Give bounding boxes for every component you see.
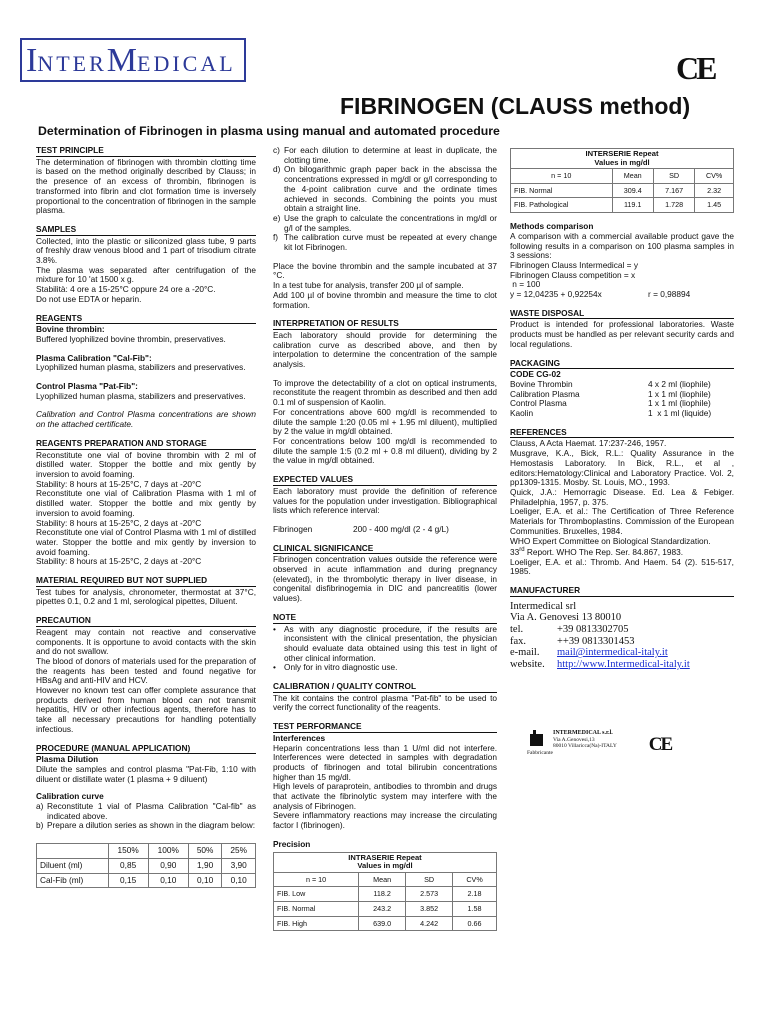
list-text: Reconstitute 1 vial of Plasma Calibration "Cal-fib" as indicated above.: [47, 801, 256, 821]
list-item: [273, 165, 497, 214]
subheading: Interferences: [273, 732, 326, 743]
list-text: For each dilution to determine at least in duplicate, the clotting time.: [284, 145, 497, 165]
table-caption: [511, 149, 734, 169]
list-text: Use the graph to calculate the concentrations in mg/dl or g/l of the samples.: [284, 212, 497, 233]
paragraph: For concentrations above 600 mg/dl is recommended to dilute the sample 1:20 (0.05 ml + 1.95 ml diluent), multiplied by 2 the value in mg/dl obtained.: [273, 406, 497, 437]
subheading: Methods comparison: [510, 221, 594, 232]
table-header-row: [511, 169, 734, 184]
subheading: Plasma Dilution: [36, 754, 99, 765]
table-cell: 7.167: [653, 183, 694, 198]
label: tel.: [510, 623, 524, 635]
table-cell: [37, 844, 109, 859]
column-1: [36, 146, 256, 888]
reference: Clauss, A Acta Haemat. 17:237-246, 1957.: [510, 438, 667, 449]
reference: Quick, J.A.: Hemorragic Disease. Ed. Lea & Febiger. Philadelphia, 1957, p. 375.: [510, 486, 734, 507]
paragraph: Lyophilized human plasma, stabilizers and preservatives.: [36, 362, 246, 373]
paragraph: Dilute the samples and control plasma "Pat-Fib, 1:10 with diluent or distillate water (1 plasma + 9 diluent): [36, 763, 256, 784]
reference: [510, 546, 734, 557]
paragraph: Add 100 µl of bovine thrombin and measure the time to clot formation.: [273, 289, 497, 310]
paragraph: The kit contains the control plasma "Pat-fib" to be used to verify the correct functionality of the reagents.: [273, 692, 497, 713]
paragraph: Each laboratory must provide the definition of reference values for the population under investigation. Bibliographical lists which reference interval:: [273, 485, 497, 516]
table-cell: Mean: [359, 872, 406, 887]
logo-text-edical: EDICAL: [137, 51, 236, 76]
intermedical-logo: [20, 38, 246, 82]
column-2: [273, 146, 497, 931]
reference: WHO Expert Committee on Biological Standardization.: [510, 535, 711, 546]
section-heading: REAGENTS PREPARATION AND STORAGE: [36, 439, 256, 450]
reference-interval-row: [273, 525, 497, 535]
table-caption-row: [511, 149, 734, 169]
section-heading: PROCEDURE (MANUAL APPLICATION): [36, 744, 256, 755]
table-cell: 2.18: [453, 887, 497, 902]
document-title: FIBRINOGEN (CLAUSS method): [340, 93, 691, 119]
table-cell: 1.45: [695, 198, 734, 213]
package-row: [510, 409, 734, 419]
table-cell: 1.728: [653, 198, 694, 213]
paragraph: In a test tube for analysis, transfer 200 µl of sample.: [273, 280, 464, 291]
section-heading: MATERIAL REQUIRED BUT NOT SUPPLIED: [36, 576, 256, 587]
email-row: [510, 647, 734, 659]
table-cell: 2.32: [695, 183, 734, 198]
subheading: Bovine thrombin:: [36, 324, 105, 335]
table-cell: 0,85: [108, 858, 148, 873]
section-heading: PACKAGING: [510, 359, 734, 370]
list-marker: e): [273, 212, 281, 223]
table-cell: FIB. Pathological: [511, 198, 613, 213]
bullet-icon: •: [273, 623, 276, 634]
caption-line: INTRASERIE Repeat: [348, 852, 422, 862]
correlation-value: r = 0,98894: [648, 289, 691, 300]
table-cell: CV%: [695, 169, 734, 184]
caption-line: Values in mg/dl: [594, 157, 650, 167]
section-heading: REAGENTS: [36, 314, 256, 325]
table-cell: FIB. Normal: [511, 183, 613, 198]
table-cell: 100%: [148, 844, 188, 859]
caption-line: Values in mg/dl: [357, 861, 413, 871]
section-heading: TEST PRINCIPLE: [36, 146, 256, 157]
table-cell: 4.242: [406, 916, 453, 931]
subheading: Calibration curve: [36, 791, 104, 802]
paragraph: To improve the detectability of a clot on optical instruments, reconstitute the reagent thrombin as described and then add 0.1 ml of suspension of Kaolin.: [273, 377, 497, 408]
list-text: On bilogarithmic graph paper back in the abscissa the concentrations expressed in mg/dl or g/l corresponding to the 4-point calibration curve and the ordinate times achieved in seconds. Combining the points you must obtain a straight line.: [284, 164, 497, 214]
value: 200 - 400 mg/dl (2 - 4 g/L): [353, 523, 449, 534]
table-cell: 0,10: [222, 873, 256, 888]
paragraph: Fibrinogen concentration values outside the reference were observed in acute inflammation and during pregnancy (elevated), in the thrombolytic therapy in liver disease, in congenital disfibrinogemia in DIC and pancreatitis (lower values).: [273, 554, 497, 604]
reference-text: Report. WHO The Rep. Ser. 84.867, 1983.: [524, 546, 684, 557]
section-heading: EXPECTED VALUES: [273, 475, 497, 486]
paragraph: Stability: 8 hours at 15-25°C, 2 days at -20°C: [36, 517, 202, 528]
table-cell: 0,10: [148, 873, 188, 888]
package-item: Bovine Thrombin: [510, 378, 573, 389]
list-marker: a): [36, 801, 44, 812]
table-cell: Cal-Fib (ml): [37, 873, 109, 888]
table-cell: 150%: [108, 844, 148, 859]
stamp-address: 80010 Villaricca(Na)-ITALY: [553, 743, 617, 750]
italic-note: Calibration and Control Plasma concentrations are shown on the attached certificate.: [36, 409, 256, 430]
paragraph: A comparison with a commercial available product gave the following results in a comparison on 100 plasma samples in 3 sessions:: [510, 230, 734, 261]
label: e-mail.: [510, 647, 540, 659]
paragraph: Heparin concentrations less than 1 U/ml did not interfere. Interferences were detected in samples with degradation products of fibrinogen and total bilirubin concentrations higher than 15 mg/dl.: [273, 742, 497, 782]
ce-mark-icon: CE: [648, 734, 672, 755]
table-cell: Diluent (ml): [37, 858, 109, 873]
section-heading: REFERENCES: [510, 428, 734, 439]
paragraph: However no known test can offer complete assurance that products derived from human blood can not transmit hepatitis, HIV or other infectious agents, therefore has to take all necessary precautions for handling potentially infectious.: [36, 685, 256, 734]
column-3: [510, 146, 734, 670]
intraserie-table: [273, 852, 497, 932]
section-heading: NOTE: [273, 613, 497, 624]
email-link[interactable]: mail@intermedical-italy.it: [557, 647, 668, 659]
paragraph: High levels of paraprotein, antibodies to thrombin and drugs that activate the fibrinolytic system may interfere with the analysis of Fibrinogen.: [273, 781, 497, 811]
fax-value: ++39 0813301453: [557, 635, 635, 647]
regression-equation: y = 12,04235 + 0,92254x: [510, 289, 602, 300]
subheading: Control Plasma "Pat-Fib":: [36, 381, 138, 392]
table-cell: 2.573: [406, 887, 453, 902]
logo-text-nter: NTER: [37, 51, 107, 76]
paragraph: Severe inflammatory reactions may increase the circulating factor I (fibrinogen).: [273, 810, 497, 831]
bullet-text: Only for in vitro diagnostic use.: [284, 662, 398, 673]
paragraph: Test tubes for analysis, chronometer, thermostat at 37°C, pipettes 0.1, 0.2 and 1 ml, serological pipettes, Diluent.: [36, 586, 256, 607]
paragraph: For concentrations below 100 mg/dl is recommended to dilute the sample 1:5 (0.2 ml + 0.8 ml diluent), dividing by 2 the value in mg/dl obtained.: [273, 435, 497, 466]
manufacturer-stamp: [527, 730, 671, 756]
section-heading: INTERPRETATION OF RESULTS: [273, 319, 497, 330]
label: fax.: [510, 635, 527, 647]
phone-value: +39 0813302705: [557, 623, 629, 635]
paragraph: The blood of donors of materials used for the preparation of the reagents has been tested and found negative for HBsAg and anti-HIV and HCV.: [36, 655, 256, 686]
table-header-row: [37, 844, 256, 859]
website-row: [510, 659, 734, 671]
table-cell: 639.0: [359, 916, 406, 931]
logo-letter-i: I: [26, 42, 38, 79]
subheading: Plasma Calibration "Cal-Fib":: [36, 352, 152, 363]
section-heading: WASTE DISPOSAL: [510, 309, 734, 320]
table-cell: SD: [406, 872, 453, 887]
paragraph: Reagent may contain not reactive and conservative components. It is opportune to avoid contacts with the skin and do not swallow.: [36, 626, 256, 657]
bullet-item: [273, 663, 497, 673]
paragraph: Collected, into the plastic or siliconized glass tube, 9 parts of freshly draw venous blood and 1 part of trisodium citrate 3.8%.: [36, 235, 256, 266]
paragraph: The determination of fibrinogen with thrombin clotting time is based on the method originally described by Clauss; in the presence of an excess of thrombin, fibrinogen is transformed into fibrin and clot formation time is inversely proportional to the concentration of fibrinogen in the sample plasma.: [36, 156, 256, 216]
list-item: [36, 802, 256, 821]
table-row: [511, 183, 734, 198]
list-item: [273, 233, 497, 252]
table-row: [511, 198, 734, 213]
stamp-address: Via A.Genovesi,13: [553, 736, 595, 743]
logo-letter-m: M: [106, 42, 138, 79]
manufacturer-label: Fabbricante: [527, 750, 553, 756]
reference: Musgrave, K.A., Bick, R.L.: Quality Assurance in the Hemostasis Laboratory. In Bick, R.L., et al , editors:Hematology:Clinical and Laboratory Practice. Vol. 2, pp1309-1315. Mosby. St. Louis, MO., 1993.: [510, 448, 734, 488]
paragraph: Do not use EDTA or heparin.: [36, 293, 142, 304]
paragraph: The plasma was separated after centrifugation of the mixture for 10 'at 1500 x g.: [36, 264, 256, 285]
table-cell: 25%: [222, 844, 256, 859]
ce-mark-icon: CE: [676, 50, 715, 86]
manufacturer-block: [510, 601, 734, 671]
section-heading: CLINICAL SIGNIFICANCE: [273, 544, 497, 555]
paragraph: Stability: 8 hours at 15-25°C, 7 days at -20°C: [36, 478, 202, 489]
section-heading: CALIBRATION / QUALITY CONTROL: [273, 682, 497, 693]
table-cell: 119.1: [612, 198, 653, 213]
label: website.: [510, 658, 545, 670]
paragraph: Fibrinogen Clauss Intermedical = y: [510, 259, 638, 270]
document-subtitle: Determination of Fibrinogen in plasma using manual and automated procedure: [38, 124, 500, 138]
stamp-name: INTERMEDICAL s.r.l.: [553, 730, 613, 736]
package-qty: 4 x 2 ml (liophile): [648, 378, 711, 389]
table-row: [274, 916, 497, 931]
package-item: Kaolin: [510, 408, 534, 419]
table-cell: 243.2: [359, 902, 406, 917]
table-cell: FIB. Normal: [274, 902, 359, 917]
reference-text: 33: [510, 546, 520, 557]
factory-icon: [527, 730, 547, 752]
table-caption: [274, 852, 497, 872]
product-code: CODE CG-02: [510, 369, 561, 380]
paragraph: n = 100: [510, 279, 541, 290]
table-row: [37, 858, 256, 873]
section-heading: MANUFACTURER: [510, 586, 734, 597]
interserie-table: [510, 148, 734, 213]
bullet-icon: •: [273, 662, 276, 673]
paragraph: Fibrinogen Clauss competition = x: [510, 269, 636, 280]
paragraph: Reconstitute one vial of Calibration Plasma with 1 ml of distilled water. Stopper the bottle and mix gently by inversion to avoid foaming.: [36, 488, 256, 518]
section-heading: TEST PERFORMANCE: [273, 722, 497, 733]
list-marker: f): [273, 232, 279, 243]
caption-line: INTERSERIE Repeat: [585, 149, 659, 158]
table-row: [274, 887, 497, 902]
table-cell: 0,15: [108, 873, 148, 888]
list-marker: c): [273, 145, 280, 155]
table-cell: 118.2: [359, 887, 406, 902]
table-cell: FIB. High: [274, 916, 359, 931]
package-qty: 1 x 1 ml (liquide): [648, 408, 712, 419]
table-header-row: [274, 872, 497, 887]
table-cell: n = 10: [511, 169, 613, 184]
section-heading: PRECAUTION: [36, 616, 256, 627]
list-marker: d): [273, 164, 281, 175]
table-cell: FIB. Low: [274, 887, 359, 902]
bullet-text: As with any diagnostic procedure, if the results are inconsistent with the clinical presentation, the physician should evaluate data obtained using this test in light of other clinical information.: [284, 623, 497, 663]
paragraph: Reconstitute one vial of bovine thrombin with 2 ml of distilled water. Stopper the bottle and mix gently by inversion to avoid foaming.: [36, 449, 256, 479]
reference: Loeliger, E.A. et al.: Thromb. And Haem. 54 (2). 515-517, 1985.: [510, 556, 734, 577]
list-text: The calibration curve must be repeated at every change kit lot Fibrinogen.: [284, 232, 497, 253]
bullet-item: [273, 625, 497, 664]
section-heading: SAMPLES: [36, 225, 256, 236]
stamp-text: [553, 730, 617, 750]
reference: Loeliger, E.A. et al.: The Certification of Three Reference Materials for Thromboplastins. Commission of the European Communities. Bruxelles, 1984.: [510, 506, 734, 536]
table-cell: 0,10: [188, 873, 222, 888]
manufacturer-address: Via A. Genovesi 13 80010: [510, 612, 622, 624]
table-caption-row: [274, 852, 497, 872]
table-cell: SD: [653, 169, 694, 184]
paragraph: Stabilità: 4 ore a 15-25°C oppure 24 ore a -20°C.: [36, 284, 216, 295]
package-item: Control Plasma: [510, 398, 567, 409]
table-cell: Mean: [612, 169, 653, 184]
regression-row: [510, 290, 734, 300]
superscript: rd: [519, 547, 525, 554]
table-row: [274, 902, 497, 917]
list-item: [36, 821, 256, 831]
table-cell: n = 10: [274, 872, 359, 887]
table-cell: 1.58: [453, 902, 497, 917]
list-item: [273, 146, 497, 165]
table-cell: 0,90: [148, 858, 188, 873]
paragraph: Each laboratory should provide for determining the calibration curve as described above, and then by interpolation to determine the concentration of the sample analysis.: [273, 329, 497, 370]
table-cell: 50%: [188, 844, 222, 859]
label: Fibrinogen: [273, 523, 313, 534]
paragraph: Place the bovine thrombin and the sample incubated at 37 °C.: [273, 260, 497, 281]
package-item: Calibration Plasma: [510, 388, 580, 399]
table-cell: 1,90: [188, 858, 222, 873]
paragraph: Buffered lyophilized bovine thrombin, preservatives.: [36, 333, 226, 344]
calibration-table: [36, 843, 256, 888]
list-text: Prepare a dilution series as shown in the diagram below:: [47, 820, 255, 831]
fax-row: [510, 636, 734, 648]
list-marker: b): [36, 820, 44, 831]
paragraph: Stability: 8 hours at 15-25°C, 2 days at -20°C: [36, 556, 202, 567]
table-cell: 309.4: [612, 183, 653, 198]
table-cell: 3.852: [406, 902, 453, 917]
table-cell: 3,90: [222, 858, 256, 873]
table-cell: 0.66: [453, 916, 497, 931]
website-link[interactable]: http://www.Intermedical-italy.it: [557, 658, 690, 670]
table-row: [37, 873, 256, 888]
table-cell: CV%: [453, 872, 497, 887]
phone-row: [510, 624, 734, 636]
package-qty: 1 x 1 ml (liophile): [648, 388, 711, 399]
paragraph: Product is intended for professional laboratories. Waste products must be handled as per relevant security cards and local regulations.: [510, 319, 734, 349]
list-item: [273, 214, 497, 233]
paragraph: Lyophilized human plasma, stabilizers and preservatives.: [36, 390, 246, 401]
paragraph: Reconstitute one vial of Control Plasma with 1 ml of distilled water. Stopper the bottle and mix gently by inversion to avoid foaming.: [36, 527, 256, 557]
subheading: Precision: [273, 838, 311, 849]
package-qty: 1 x 1 ml (liophile): [648, 398, 711, 409]
manufacturer-name: Intermedical srl: [510, 600, 577, 612]
